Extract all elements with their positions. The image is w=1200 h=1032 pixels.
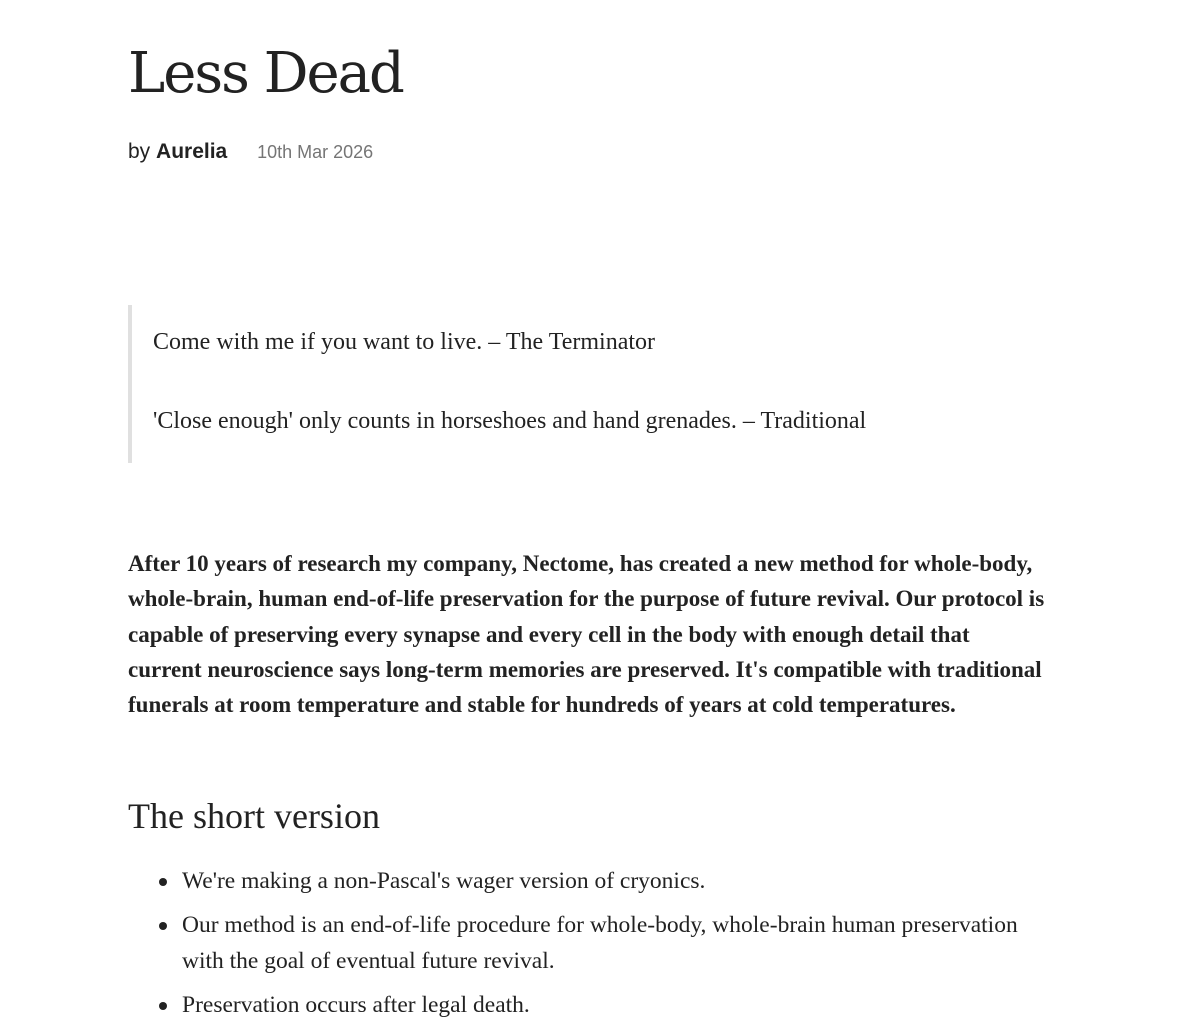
intro-paragraph: After 10 years of research my company, Nectome, has created a new method for whole-body, whole-brain, human end-of-life preservation for the purpose of future revival. Our protocol is capable of preserving every synapse and every cell in the body with enough detail that current neuroscience says long-term memories are preserved. It's compatible with traditional funerals at room temperature and stable for hundreds of years at cold temperatures. (128, 551, 1045, 718)
bullet-icon (159, 1002, 167, 1010)
list-item-text: Our method is an end-of-life procedure for whole-body, whole-brain human preservation with the goal of eventual future revival. (182, 912, 1018, 974)
list-item (128, 908, 1048, 979)
summary-list (128, 864, 1048, 1032)
post-date: 10th Mar 2026 (257, 142, 374, 162)
list-item-text: Preservation occurs after legal death. (182, 991, 530, 1018)
byline-by-label: by (128, 140, 151, 163)
bullet-icon (159, 878, 167, 886)
list-item (128, 988, 1048, 1023)
byline (128, 136, 373, 168)
epigraph-blockquote (128, 305, 1008, 463)
bullet-icon (159, 922, 167, 930)
epigraph-quote: 'Close enough' only counts in horseshoes and hand grenades. – Traditional (153, 408, 867, 434)
section-heading: The short version (128, 796, 380, 836)
author-link[interactable]: Aurelia (156, 140, 228, 163)
post-title: Less Dead (128, 41, 403, 106)
list-item-text: We're making a non-Pascal's wager version of cryonics. (182, 868, 706, 894)
epigraph-quote: Come with me if you want to live. – The Terminator (153, 329, 656, 355)
list-item (128, 864, 1048, 899)
